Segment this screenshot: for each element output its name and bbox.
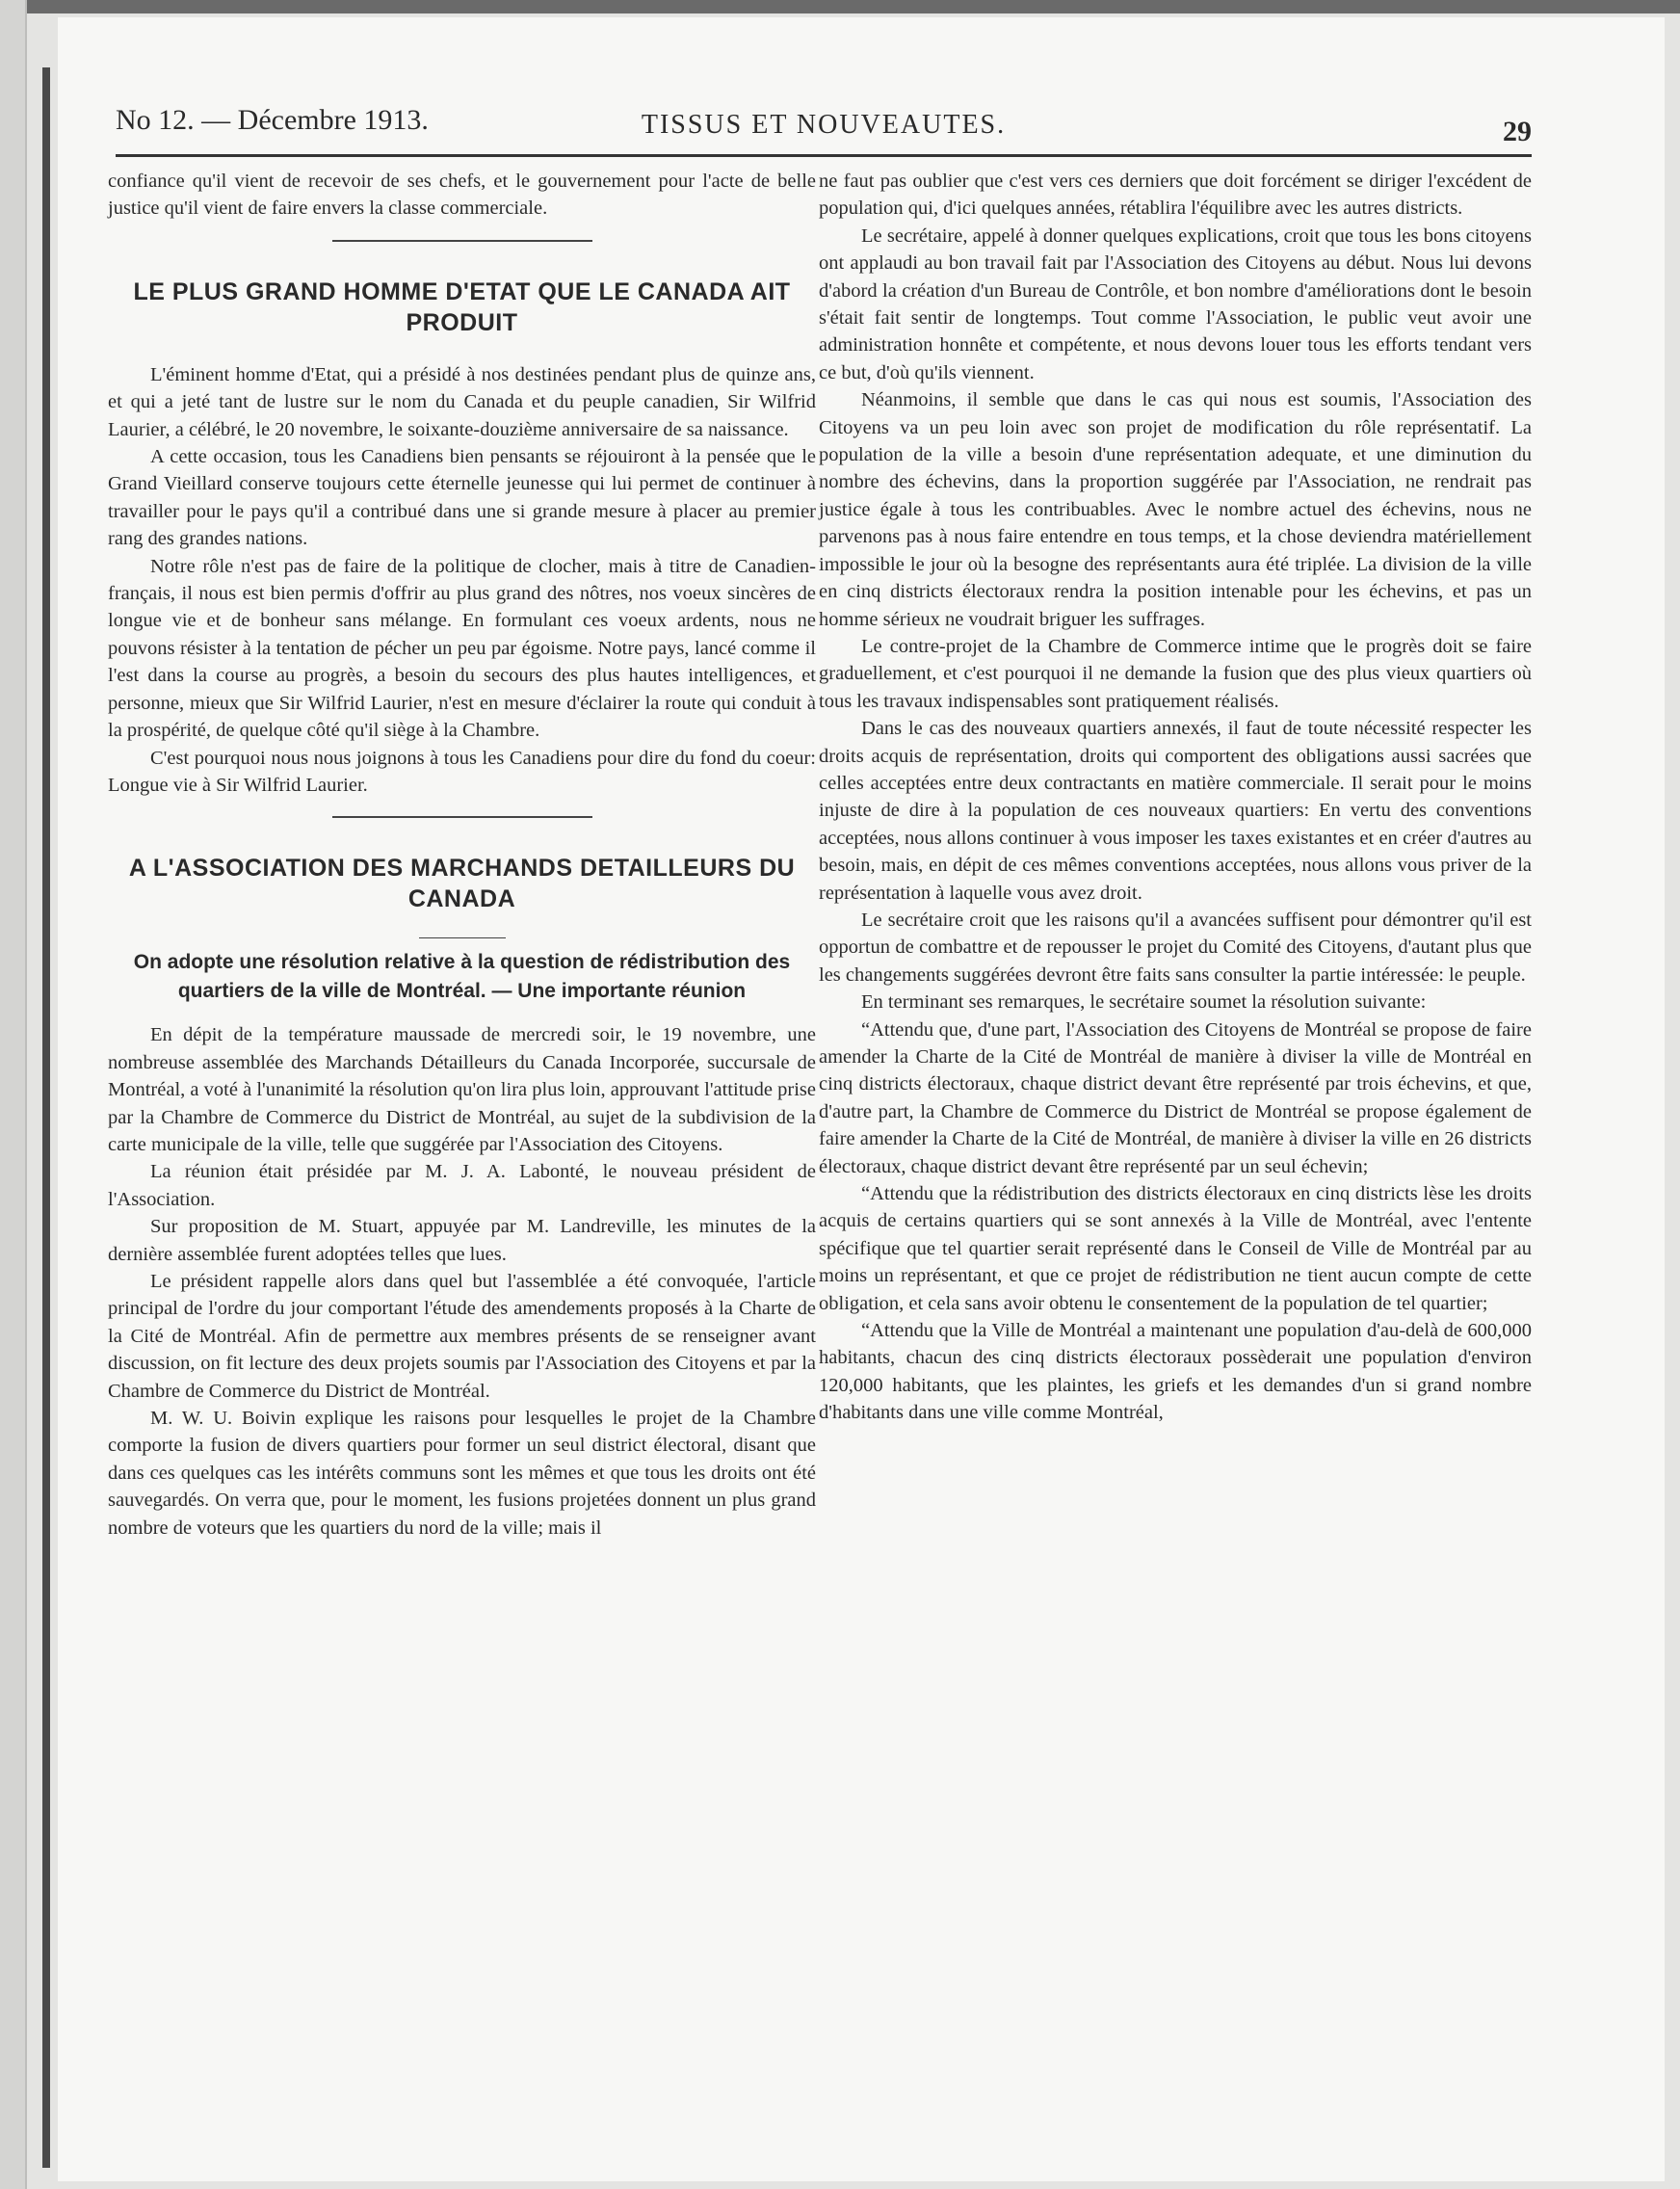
paragraph: Dans le cas des nouveaux quartiers annexés, il faut de toute nécessité respecter les droits acquis de représentation, droits qui comportent des obligations aussi sacrées que celles acceptées entre deux contractants en matière commerciale. Il serait pour le moins injuste de dire à la population de ces nouveaux quartiers: En vertu des conventions acceptées, nous allons continuer à vous imposer les taxes existantes et en créer d'autres au besoin, mais, en dépit de ces mêmes conventions acceptées, nous allons vous priver de la représentation à laquelle vous avez droit.: [819, 718, 1532, 904]
right-column: [819, 168, 1532, 1427]
resolution-paragraph: “Attendu que, d'une part, l'Association des Citoyens de Montréal se propose de faire amender la Charte de la Cité de Montréal de manière à diviser la ville de Montréal en cinq districts électoraux, chaque district devant être représenté par trois échevins, et que, d'autre part, la Chambre de Commerce du District de Montréal se propose également de faire amender la Charte de la Cité de Montréal, de manière à diviser la ville en 26 districts électoraux, chaque district devant être représenté par un seul échevin;: [819, 1018, 1532, 1177]
paragraph: C'est pourquoi nous nous joignons à tous les Canadiens pour dire du fond du coeur: Longue vie à Sir Wilfrid Laurier.: [108, 747, 816, 796]
resolution-paragraph: “Attendu que la rédistribution des districts électoraux en cinq districts lèse les droits acquis de certains quartiers qui se sont annexés à la Ville de Montréal, avec l'entente spécifique que tel quartier serait représenté dans le Conseil de Ville de Montréal par au moins un représentant, et que ce projet de rédistribution ne tient aucun compte de cette obligation, et cela sans avoir obtenu le consentement de la population de tel quartier;: [819, 1183, 1532, 1314]
issue-date: No 12. — Décembre 1913.: [116, 104, 429, 136]
article-title: A L'ASSOCIATION DES MARCHANDS DETAILLEURS DU CANADA: [128, 855, 796, 913]
paragraph: M. W. U. Boivin explique les raisons pour lesquelles le projet de la Chambre comporte la fusion de divers quartiers pour former un seul district électoral, disant que dans ces quelques cas les intérêts communs sont les mêmes et que tous les droits ont été sauvegardés. On verra que, pour le moment, les fusions projetées donnent un plus grand nombre de voteurs que les quartiers du nord de la ville; mais il: [108, 1408, 816, 1539]
binding-edge: [42, 67, 50, 2168]
paragraph: A cette occasion, tous les Canadiens bien pensants se réjouiront à la pensée que le Grand Vieillard conserve toujours cette éternelle jeunesse qui lui permet de continuer à travailler pour le pays qu'il a contribué dans une si grande mesure à placer au premier rang des grandes nations.: [108, 446, 816, 550]
journal-title: TISSUS ET NOUVEAUTES.: [641, 110, 1007, 140]
paragraph: Néanmoins, il semble que dans le cas qui nous est soumis, l'Association des Citoyens va un peu loin avec son projet de modification du rôle représentatif. La population de la ville a besoin d'une représentation adequate, et une diminution du nombre des échevins, dans la proportion suggérée par l'Association, ne rendrait pas justice égale à tous les contribuables. Avec le nombre actuel des échevins, nous ne parvenons pas à nous faire entendre en tous temps, et la chose deviendra matériellement impossible le jour où la besogne des représentants aura été triplée. La division de la ville en cinq districts électoraux rendra la position intenable pour les échevins, et pas un homme sérieux ne voudrait briguer les suffrages.: [819, 389, 1532, 630]
paragraph: Le secrétaire croit que les raisons qu'il a avancées suffisent pour démontrer qu'il est opportun de combattre et de repousser le projet du Comité des Citoyens, d'autant plus que les changements suggérées devront être faits sans consulter la partie intéressée: le peuple.: [819, 909, 1532, 986]
section-divider: [332, 240, 592, 242]
paragraph: Le secrétaire, appelé à donner quelques explications, croit que tous les bons citoyens ont applaudi au bon travail fait par l'Association des Citoyens au début. Nous lui devons d'abord la création d'un Bureau de Contrôle, et bon nombre d'améliorations dont le besoin s'était fait sentir de longtemps. Tout comme l'Association, le public veut avoir une administration honnête et compétente, et nous devons louer tous les efforts tendant vers ce but, d'où qu'ils viennent.: [819, 224, 1532, 383]
title-underline: [419, 937, 506, 938]
paragraph: La réunion était présidée par M. J. A. Labonté, le nouveau président de l'Association.: [108, 1161, 816, 1210]
paragraph: Sur proposition de M. Stuart, appuyée par M. Landreville, les minutes de la dernière assemblée furent adoptées telles que lues.: [108, 1216, 816, 1265]
continuation-text: confiance qu'il vient de recevoir de ses chefs, et le gouvernement pour l'acte de belle justice qu'il vient de faire envers la classe commerciale.: [108, 171, 816, 220]
section-divider: [332, 816, 592, 818]
paragraph: En terminant ses remarques, le secrétaire soumet la résolution suivante:: [861, 991, 1427, 1014]
page-number: 29: [1503, 116, 1532, 147]
paragraph: En dépit de la température maussade de mercredi soir, le 19 novembre, une nombreuse assemblée des Marchands Détailleurs du Canada Incorporée, succursale de Montréal, a voté à l'unanimité la résolution qu'on lira plus loin, approuvant l'attitude prise par la Chambre de Commerce du District de Montréal, au sujet de la subdivision de la carte municipale de la ville, telle que suggérée par l'Association des Citoyens.: [108, 1024, 816, 1155]
paragraph: Le président rappelle alors dans quel but l'assemblée a été convoquée, l'article principal de l'ordre du jour comportant l'étude des amendements proposés à la Charte de la Cité de Montréal. Afin de permettre aux membres présents de se renseigner avant discussion, on fit lecture des deux projets soumis par l'Association des Citoyens et par la Chambre de Commerce du District de Montréal.: [108, 1270, 816, 1402]
paragraph: Le contre-projet de la Chambre de Commerce intime que le progrès doit se faire graduellement, et c'est pourquoi il ne demande la fusion que des plus vieux quartiers où tous les travaux indispensables sont pratiquement réalisés.: [819, 635, 1532, 712]
article-title: LE PLUS GRAND HOMME D'ETAT QUE LE CANADA AIT PRODUIT: [133, 277, 791, 336]
paragraph: Notre rôle n'est pas de faire de la politique de clocher, mais à titre de Canadien-français, il nous est bien permis d'offrir au plus grand des nôtres, nos voeux sincères de longue vie et de bonheur sans mélange. En formulant ces voeux ardents, nous ne pouvons résister à la tentation de pécher un peu par égoisme. Notre pays, lancé comme il l'est dans la course au progrès, a besoin du secours des plus hautes intelligences, et personne, mieux que Sir Wilfrid Laurier, n'est en mesure d'éclairer la route qui conduit à la prospérité, de quelque côté qu'il siège à la Chambre.: [108, 555, 816, 742]
scan-left-margin: [0, 0, 27, 2189]
resolution-paragraph: “Attendu que la Ville de Montréal a maintenant une population d'au-delà de 600,000 habitants, chacun des cinq districts électoraux possèderait une population d'environ 120,000 habitants, que les plaintes, les griefs et les demandes d'un si grand nombre d'habitants dans une ville comme Montréal,: [819, 1320, 1532, 1424]
left-column: [108, 168, 816, 1542]
paragraph: L'éminent homme d'Etat, qui a présidé à nos destinées pendant plus de quinze ans, et qui a jeté tant de lustre sur le nom du Canada et du peuple canadien, Sir Wilfrid Laurier, a célébré, le 20 novembre, le soixante-douzième anniversaire de sa naissance.: [108, 363, 816, 440]
article-subtitle: On adopte une résolution relative à la question de rédistribution des quartiers de la ville de Montréal. — Une importante réunion: [133, 951, 791, 1003]
page-header: [116, 87, 1532, 157]
scan-top-border: [0, 0, 1680, 13]
continuation-text: ne faut pas oublier que c'est vers ces derniers que doit forcément se diriger l'excédent de population qui, d'ici quelques années, rétablira l'équilibre avec les autres districts.: [819, 171, 1532, 220]
